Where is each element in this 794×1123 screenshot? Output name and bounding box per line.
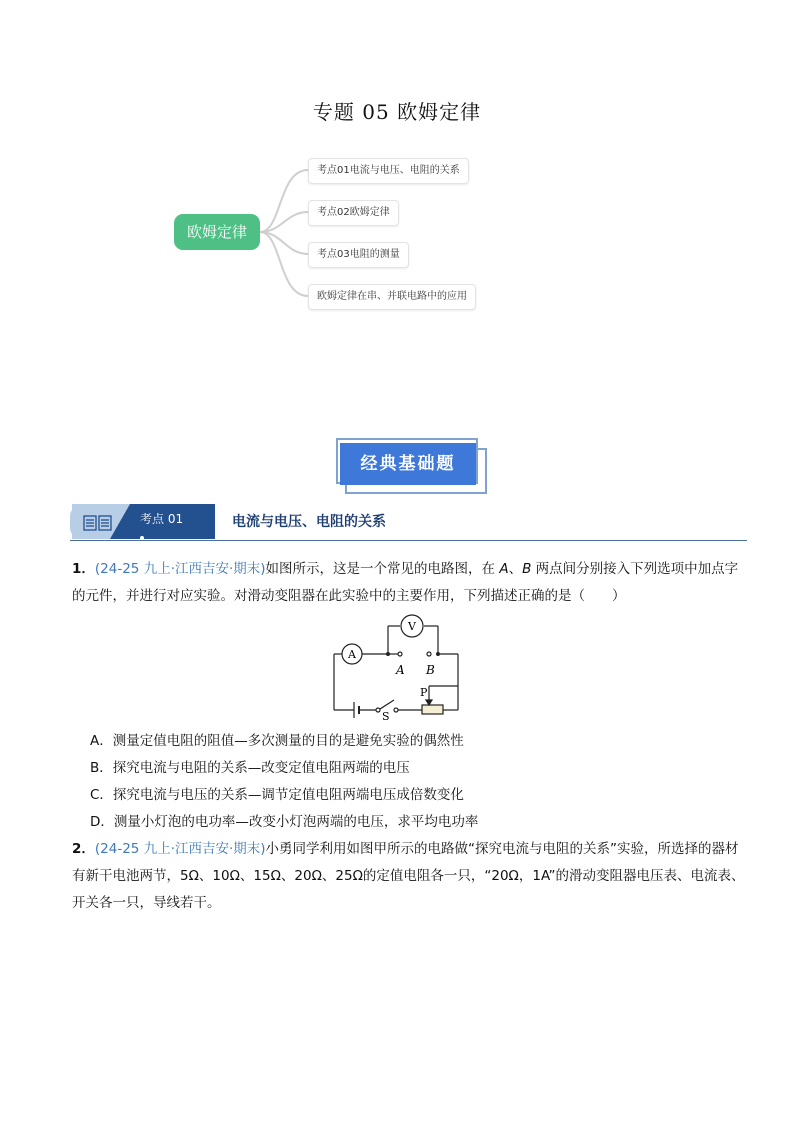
page-title: 专题 05 欧姆定律	[312, 100, 482, 124]
question-2: 2．(24-25 九上·江西吉安·期末)小勇同学利用如图甲所示的电路做“探究电流与电阻的关系”实验，所选择的器材有新干电池两节，5Ω、10Ω、15Ω、20Ω、25Ω的定值电阻各一只，“20Ω，1A”的滑动变阻器电压表、电流表、开关各一只，导线若干。	[72, 841, 745, 911]
ammeter-label: A	[348, 648, 356, 661]
point-a-label: A	[396, 663, 405, 677]
question-number: 1．	[72, 561, 95, 577]
option-a[interactable]: A．测量定值电阻的阻值—多次测量的目的是避免实验的偶然性	[90, 733, 464, 749]
option-d[interactable]: D．测量小灯泡的电功率—改变小灯泡两端的电压，求平均电功率	[90, 814, 479, 830]
voltmeter-label: V	[408, 620, 416, 633]
question-source: (24-25 九上·江西吉安·期末)	[94, 561, 266, 577]
question-1: 1．(24-25 九上·江西吉安·期末)如图所示，这是一个常见的电路图，在 A、B 两点间分别接入下列选项中加点字的元件，并进行对应实验。对滑动变阻器在此实验中的主要作用，下列描述正确的是（ ）	[72, 561, 739, 604]
mindmap-node-4: 欧姆定律在串、并联电路中的应用	[308, 284, 476, 310]
option-c[interactable]: C．探究电流与电压的关系—调节定值电阻两端电压成倍数变化	[90, 787, 464, 803]
section-tab-label: 考点 01	[140, 512, 184, 526]
question-source: (24-25 九上·江西吉安·期末)	[94, 841, 266, 857]
switch-label: S	[382, 710, 390, 720]
point-b-label: B	[426, 663, 435, 677]
circuit-diagram	[330, 612, 470, 720]
mindmap-node-2: 考点02欧姆定律	[308, 200, 399, 226]
mindmap-node-3: 考点03电阻的测量	[308, 242, 409, 268]
question-number: 2．	[72, 841, 95, 857]
mindmap-center: 欧姆定律	[174, 214, 260, 250]
mindmap-node-1: 考点01电流与电压、电阻的关系	[308, 158, 469, 184]
section-banner: 经典基础题	[340, 443, 476, 485]
section-heading: 电流与电压、电阻的关系	[232, 514, 386, 530]
option-b[interactable]: B．探究电流与电阻的关系—改变定值电阻两端的电压	[90, 760, 410, 776]
slider-label: P	[420, 686, 428, 699]
section-divider	[70, 540, 747, 541]
